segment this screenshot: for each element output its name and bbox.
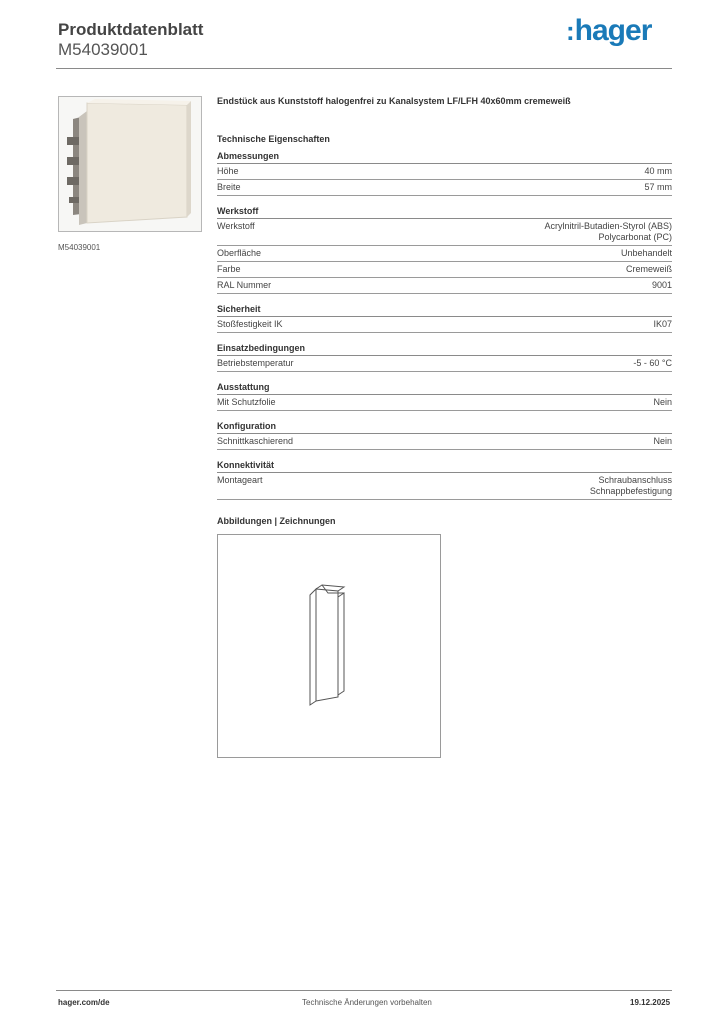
property-group <box>217 421 672 450</box>
property-value-line: Unbehandelt <box>620 248 672 258</box>
property-group <box>217 151 672 196</box>
property-value-line: IK07 <box>653 319 672 329</box>
property-row <box>217 262 672 278</box>
property-value-line: Cremeweiß <box>625 264 672 274</box>
group-header: Ausstattung <box>217 382 672 395</box>
property-label: RAL Nummer <box>217 280 272 290</box>
property-label: Breite <box>217 182 241 192</box>
group-header: Abmessungen <box>217 151 672 164</box>
property-label: Oberfläche <box>217 248 262 258</box>
footer-date: 19.12.2025 <box>630 998 671 1007</box>
logo-prefix: : <box>566 16 574 46</box>
hager-logo[interactable] <box>566 14 651 48</box>
group-header: Konnektivität <box>217 460 672 473</box>
product-description: Endstück aus Kunststoff halogenfrei zu Kanalsystem LF/LFH 40x60mm cremeweiß <box>217 96 571 106</box>
group-header: Sicherheit <box>217 304 672 317</box>
product-image-caption: M54039001 <box>58 243 101 252</box>
property-label: Stoßfestigkeit IK <box>217 319 283 329</box>
property-value-line: Schnappbefestigung <box>589 486 672 496</box>
property-row <box>217 219 672 246</box>
group-header: Konfiguration <box>217 421 672 434</box>
property-group <box>217 206 672 294</box>
property-group <box>217 304 672 333</box>
properties-heading: Technische Eigenschaften <box>217 134 330 144</box>
property-value <box>653 436 672 447</box>
footer-website-link[interactable]: hager.com/de <box>58 998 110 1007</box>
property-label: Schnittkaschierend <box>217 436 294 446</box>
property-value-line: Nein <box>653 397 672 407</box>
property-groups <box>217 151 672 500</box>
property-group <box>217 343 672 372</box>
drawing-box <box>217 534 441 758</box>
property-value <box>544 221 672 243</box>
property-value <box>644 166 672 177</box>
property-value-line: Acrylnitril-Butadien-Styrol (ABS) <box>544 221 672 231</box>
main-content <box>217 96 672 510</box>
property-row <box>217 278 672 294</box>
property-row <box>217 395 672 411</box>
property-value-line: Nein <box>653 436 672 446</box>
property-value <box>644 182 672 193</box>
property-label: Betriebstemperatur <box>217 358 294 368</box>
property-group <box>217 460 672 500</box>
property-row <box>217 164 672 180</box>
product-image <box>58 96 202 232</box>
doc-number: M54039001 <box>58 40 148 59</box>
footer-disclaimer: Technische Änderungen vorbehalten <box>302 998 432 1007</box>
property-label: Werkstoff <box>217 221 255 231</box>
property-row <box>217 246 672 262</box>
property-value-line: 40 mm <box>644 166 672 176</box>
property-value <box>626 264 672 275</box>
footer-divider <box>56 990 672 991</box>
group-header: Werkstoff <box>217 206 672 219</box>
property-row <box>217 356 672 372</box>
property-value <box>621 248 672 259</box>
property-group <box>217 382 672 411</box>
drawings-heading: Abbildungen | Zeichnungen <box>217 516 336 526</box>
group-header: Einsatzbedingungen <box>217 343 672 356</box>
property-value-line: Polycarbonat (PC) <box>598 232 672 242</box>
property-label: Farbe <box>217 264 241 274</box>
property-label: Mit Schutzfolie <box>217 397 276 407</box>
logo-text: hager <box>574 14 652 47</box>
doc-title: Produktdatenblatt <box>58 20 204 39</box>
property-value-line: 9001 <box>651 280 672 290</box>
property-value <box>653 319 672 330</box>
technical-drawing-icon <box>218 535 440 757</box>
property-value-line: Schraubanschluss <box>598 475 672 485</box>
property-value <box>633 358 672 369</box>
property-row <box>217 473 672 500</box>
product-photo-icon <box>59 97 201 231</box>
property-label: Höhe <box>217 166 239 176</box>
property-value-line: 57 mm <box>644 182 672 192</box>
property-value-line: -5 - 60 °C <box>633 358 672 368</box>
header-divider <box>56 68 672 69</box>
property-value <box>652 280 672 291</box>
property-row <box>217 180 672 196</box>
property-value <box>590 475 672 497</box>
property-label: Montageart <box>217 475 263 485</box>
property-row <box>217 434 672 450</box>
property-row <box>217 317 672 333</box>
property-value <box>653 397 672 408</box>
